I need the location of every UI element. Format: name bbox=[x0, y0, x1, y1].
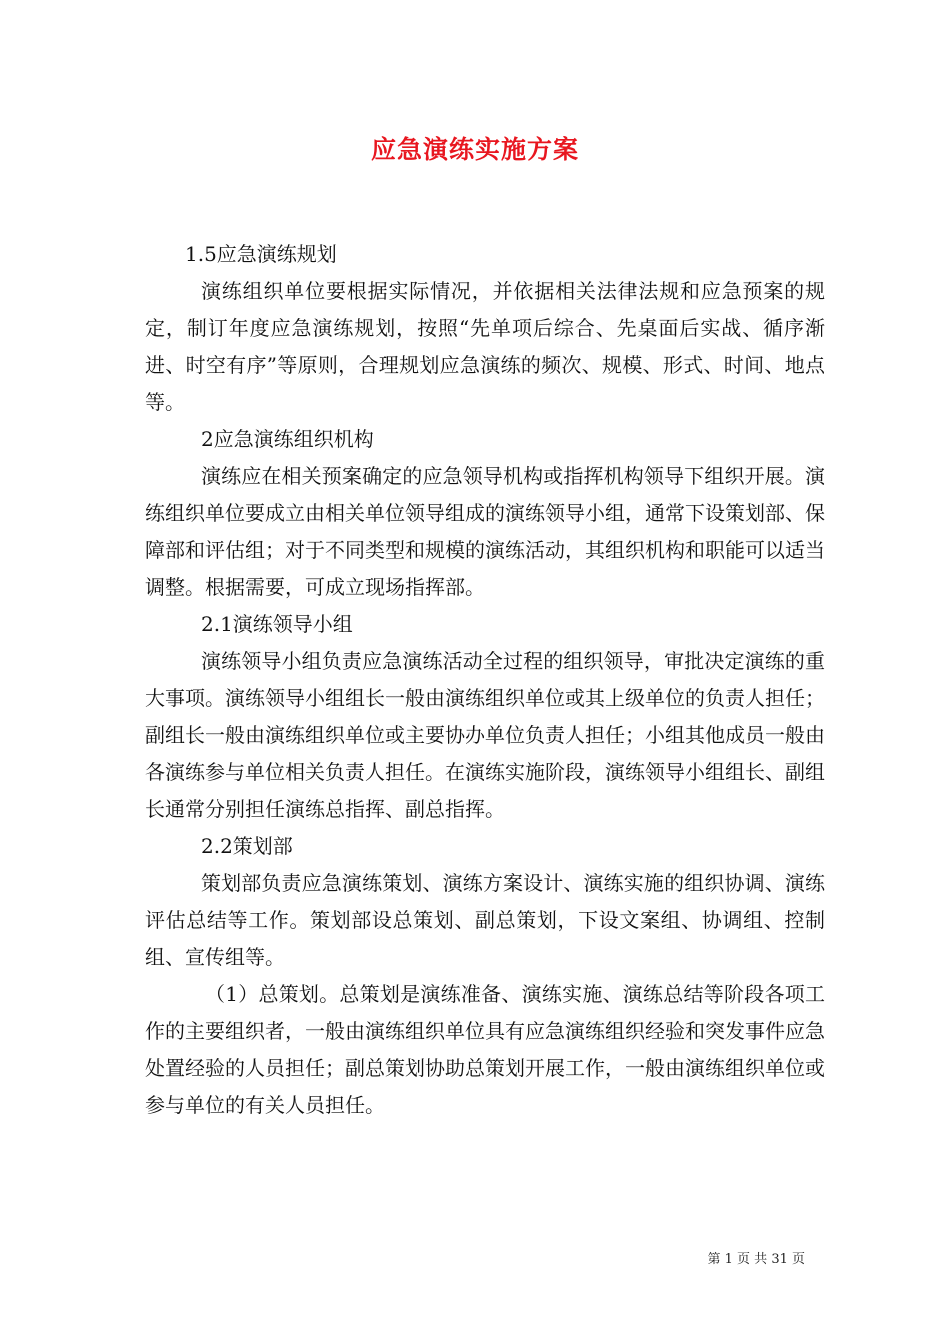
paragraph: （1）总策划。总策划是演练准备、演练实施、演练总结等阶段各项工作的主要组织者，一般由演练组织单位具有应急演练组织经验和突发事件应急处置经验的人员担任；副总策划协助总策划开展工作，一般由演练组织单位或参与单位的有关人员担任。 bbox=[145, 982, 825, 1117]
section-heading: 1.5应急演练规划 bbox=[185, 242, 337, 266]
document-body bbox=[145, 236, 825, 1124]
section-heading: 2.1演练领导小组 bbox=[201, 612, 353, 636]
section-heading: 2.2策划部 bbox=[201, 834, 293, 858]
section-heading: 2应急演练组织机构 bbox=[201, 427, 374, 451]
paragraph: 演练组织单位要根据实际情况，并依据相关法律法规和应急预案的规定，制订年度应急演练规划，按照“先单项后综合、先桌面后实战、循序渐进、时空有序”等原则，合理规划应急演练的频次、规模、形式、时间、地点等。 bbox=[145, 279, 825, 414]
paragraph: 演练领导小组负责应急演练活动全过程的组织领导，审批决定演练的重大事项。演练领导小组组长一般由演练组织单位或其上级单位的负责人担任；副组长一般由演练组织单位或主要协办单位负责人担任；小组其他成员一般由各演练参与单位相关负责人担任。在演练实施阶段，演练领导小组组长、副组长通常分别担任演练总指挥、副总指挥。 bbox=[145, 649, 825, 821]
page-number: 第 1 页 共 31 页 bbox=[707, 1252, 805, 1267]
paragraph: 演练应在相关预案确定的应急领导机构或指挥机构领导下组织开展。演练组织单位要成立由相关单位领导组成的演练领导小组，通常下设策划部、保障部和评估组；对于不同类型和规模的演练活动，其组织机构和职能可以适当调整。根据需要，可成立现场指挥部。 bbox=[145, 464, 825, 599]
paragraph: 策划部负责应急演练策划、演练方案设计、演练实施的组织协调、演练评估总结等工作。策划部设总策划、副总策划，下设文案组、协调组、控制组、宣传组等。 bbox=[145, 871, 825, 969]
document-title: 应急演练实施方案 bbox=[370, 135, 579, 164]
